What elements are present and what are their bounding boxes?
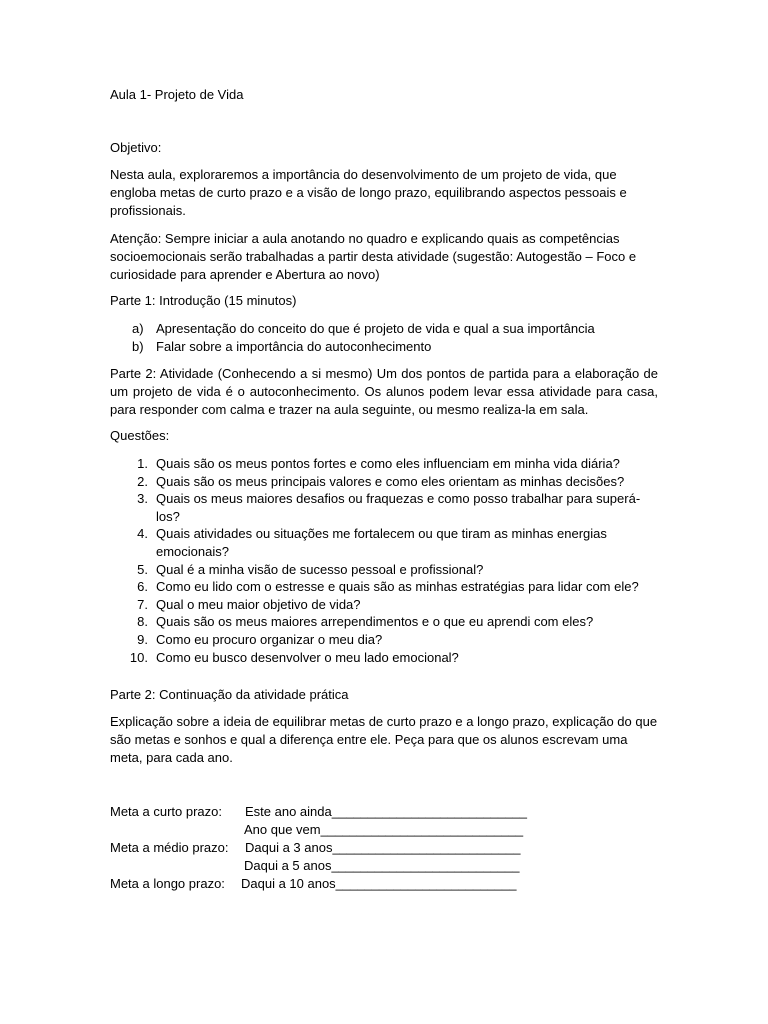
list-marker: b) <box>132 338 144 354</box>
goal-blank: Ano que vem____________________________ <box>244 822 524 837</box>
objective-paragraph: Nesta aula, exploraremos a importância do desenvolvimento de um projeto de vida, que engloba metas de curto prazo e a visão de longo prazo, equilibrando aspectos pessoais e profissionais. <box>110 167 627 218</box>
list-marker: 4. <box>137 526 148 542</box>
attention-paragraph: Atenção: Sempre iniciar a aula anotando no quadro e explicando quais as competências socioemocionais serão trabalhadas a partir desta atividade (sugestão: Autogestão – Foco e curiosidade para aprender e Abertura ao novo) <box>110 231 637 282</box>
goal-blank: Daqui a 10 anos_________________________ <box>241 876 517 891</box>
goal-label: Meta a médio prazo: <box>110 840 229 855</box>
list-marker: 5. <box>137 561 148 577</box>
list-marker: 1. <box>137 456 148 471</box>
list-item-text: Qual é a minha visão de sucesso pessoal e profissional? <box>156 561 484 577</box>
part1-list <box>110 320 658 355</box>
part1-heading: Parte 1: Introdução (15 minutos) <box>110 293 297 308</box>
list-marker: 7. <box>137 596 148 612</box>
list-item-text: Quais são os meus maiores arrependimentos e o que eu aprendi com eles? <box>156 614 594 630</box>
goal-label: Meta a curto prazo: <box>110 804 222 819</box>
list-item <box>110 649 658 667</box>
list-marker: 10. <box>129 649 148 665</box>
list-item <box>110 490 658 525</box>
list-item-text: Quais são os meus pontos fortes e como eles influenciam em minha vida diária? <box>156 456 620 471</box>
list-item-text: Qual o meu maior objetivo de vida? <box>156 596 361 612</box>
goal-blank: Daqui a 3 anos__________________________ <box>245 840 521 855</box>
list-item <box>110 473 658 491</box>
questions-list <box>110 455 658 666</box>
list-marker: 9. <box>137 631 148 647</box>
part2-paragraph: Parte 2: Atividade (Conhecendo a si mesmo) Um dos pontos de partida para a elaboração de um projeto de vida é o autoconhecimento. Os alunos podem levar essa atividade para casa, para responder com calma e trazer na aula seguinte, ou mesmo realiza-la em sala. <box>110 366 658 417</box>
list-item <box>110 561 658 579</box>
list-marker: 2. <box>137 473 148 489</box>
list-item-text: Como eu procuro organizar o meu dia? <box>156 631 383 647</box>
list-marker: a) <box>132 321 144 336</box>
list-item-text: Quais são os meus principais valores e como eles orientam as minhas decisões? <box>156 473 625 489</box>
objective-heading: Objetivo: <box>110 140 162 155</box>
list-item-text: Apresentação do conceito do que é projeto de vida e qual a sua importância <box>156 321 595 336</box>
goal-blank: Este ano ainda___________________________ <box>245 804 527 819</box>
list-item <box>110 596 658 614</box>
goal-label: Meta a longo prazo: <box>110 876 225 891</box>
list-item <box>110 578 658 596</box>
list-item-text: Como eu lido com o estresse e quais são as minhas estratégias para lidar com ele? <box>156 579 639 595</box>
list-item <box>110 338 658 356</box>
list-item <box>110 631 658 649</box>
list-item <box>110 525 626 560</box>
list-item-text: Quais atividades ou situações me fortalecem ou que tiram as minhas energias emocionais? <box>156 526 607 559</box>
list-item <box>110 320 658 338</box>
list-item-text: Falar sobre a importância do autoconhecimento <box>156 338 432 354</box>
list-item <box>110 613 658 631</box>
list-marker: 3. <box>137 491 148 507</box>
list-marker: 6. <box>137 579 148 595</box>
goal-blank: Daqui a 5 anos__________________________ <box>244 858 520 873</box>
document-title: Aula 1- Projeto de Vida <box>110 87 244 102</box>
part2b-paragraph: Explicação sobre a ideia de equilibrar metas de curto prazo e a longo prazo, explicação do que são metas e sonhos e qual a diferença entre ele. Peça para que os alunos escrevam uma meta, para cada ano. <box>110 714 658 765</box>
list-item-text: Como eu busco desenvolver o meu lado emocional? <box>156 649 459 665</box>
questions-heading: Questões: <box>110 428 170 443</box>
list-item-text: Quais os meus maiores desafios ou fraquezas e como posso trabalhar para superá-los? <box>156 491 641 524</box>
list-item <box>110 455 658 473</box>
part2b-heading: Parte 2: Continuação da atividade prática <box>110 687 349 702</box>
list-marker: 8. <box>137 614 148 630</box>
